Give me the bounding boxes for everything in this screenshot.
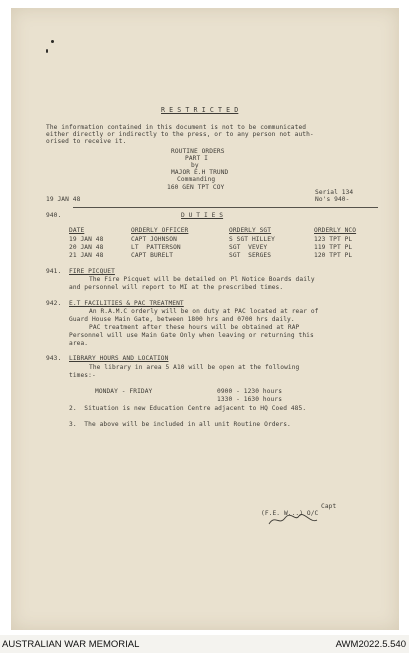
title-unit: 160 GEN TPT COY [167, 184, 225, 191]
order-date: 19 JAN 48 [46, 196, 81, 203]
section-942-line-2: Guard House Main Gate, between 1800 hrs and 0700 hrs daily. [69, 316, 295, 323]
section-940-title: D U T I E S [181, 212, 224, 219]
divider-rule [73, 207, 378, 208]
section-941-number: 941. [46, 268, 62, 275]
section-943-number: 943. [46, 355, 62, 362]
library-days: MONDAY - FRIDAY [95, 388, 153, 395]
duties-cell-nco: 119 TPT PL [314, 244, 353, 251]
section-943-title: LIBRARY HOURS AND LOCATION [69, 355, 169, 362]
section-940-number: 940. [46, 212, 62, 219]
signature-rank: Capt [321, 503, 337, 510]
section-941-line-1: The Fire Picquet will be detailed on Pl Notice Boards daily [89, 276, 315, 283]
section-943-item-3: 3. The above will be included in all unit Routine Orders. [69, 421, 291, 428]
order-numbers: No's 940- [315, 196, 350, 203]
section-942-line-1: An R.A.M.C orderly will be on duty at PAC located at rear of [89, 308, 319, 315]
caption-bar [0, 637, 409, 653]
title-by: by [191, 162, 199, 169]
section-941-title: FIRE PICQUET [69, 268, 115, 275]
section-942-number: 942. [46, 300, 62, 307]
section-943-line-2: times:- [69, 372, 96, 379]
section-942-line-4: Personnel will use Main Gate Only when leaving or returning this [69, 332, 314, 339]
duties-cell-sgt: S SGT HILLEY [229, 236, 275, 243]
duties-header-date: DATE [69, 227, 85, 234]
intro-line-2: either directly or indirectly to the press, or to any person not auth- [46, 131, 314, 138]
duties-cell-officer: CAPT JOHNSON [131, 236, 177, 243]
ink-speck [51, 40, 54, 43]
accession-number: AWM2022.5.540 [335, 639, 406, 650]
section-942-line-3: PAC treatment after these hours will be obtained at RAP [89, 324, 300, 331]
duties-header-sgt: ORDERLY SGT [229, 227, 272, 234]
section-942-line-5: area. [69, 340, 89, 347]
intro-line-1: The information contained in this document is not to be communicated [46, 124, 307, 131]
duties-header-officer: ORDERLY OFFICER [131, 227, 189, 234]
intro-line-3: orised to receive it. [46, 138, 127, 145]
duties-cell-date: 19 JAN 48 [69, 236, 104, 243]
document-sheet [11, 8, 399, 630]
duties-header-nco: ORDERLY NCO [314, 227, 357, 234]
duties-cell-nco: 120 TPT PL [314, 252, 353, 259]
title-part: PART I [185, 155, 208, 162]
duties-cell-sgt: SGT VEVEY [229, 244, 268, 251]
duties-cell-officer: CAPT BURELT [131, 252, 174, 259]
section-943-item-2: 2. Situation is new Education Centre adjacent to HQ Coed 485. [69, 405, 307, 412]
duties-cell-officer: LT PATTERSON [131, 244, 181, 251]
section-943-line-1: The library in area 5 A10 will be open at the following [89, 364, 300, 371]
restricted-heading: R E S T R I C T E D [161, 106, 239, 114]
duties-cell-date: 20 JAN 48 [69, 244, 104, 251]
title-commander: MAJOR E.H TRUND [171, 169, 229, 176]
source-caption: AUSTRALIAN WAR MEMORIAL [2, 639, 140, 650]
section-941-line-2: and personnel will report to MI at the prescribed times. [69, 284, 284, 291]
section-942-title: E.T FACILITIES & PAC TREATMENT [69, 300, 184, 307]
title-commanding: Commanding [177, 176, 216, 183]
duties-cell-nco: 123 TPT PL [314, 236, 353, 243]
duties-cell-date: 21 JAN 48 [69, 252, 104, 259]
library-hours-1: 0900 - 1230 hours [217, 388, 283, 395]
title-routine-orders: ROUTINE ORDERS [171, 148, 225, 155]
serial-number: Serial 134 [315, 189, 354, 196]
signature-block: (F.E. W...) O/C [261, 510, 319, 517]
library-hours-2: 1330 - 1630 hours [217, 396, 283, 403]
ink-speck [46, 49, 48, 53]
duties-cell-sgt: SGT SERGES [229, 252, 272, 259]
